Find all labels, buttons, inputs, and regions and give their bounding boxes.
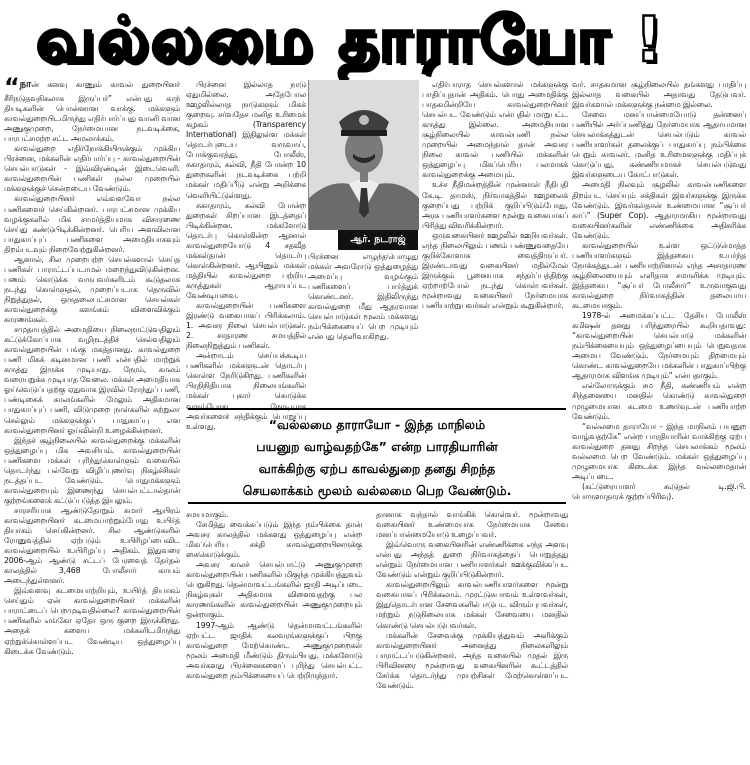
- paragraph: இவ்வளவு கடமையாற்றியும், உயிர்த் தியாகம் செய்தும் ஏன் காவல்துறையினர் மக்களின் பாராட்டைப் பெறமுடிவதில்லை? காவல்துறையின் பணிகளில் எங்கோ ஏதோ ஒரு குறை இருக்கிறது. அதைக் களைய மக்களிடமிருந்து ஏற்றுக்கொள்ளப்பட வேண்டிய ஒத்துழைப்பு கிடைக்க வேண்டும்.: [4, 586, 180, 656]
- paragraph: மக்களின் சேவைக்கு முக்கியத்துவம் அளிக்கும் காவல்துறையினர் அனைத்து நிலைகளிலும் பாராட்டப்படுகின்றனர். அந்த வகையில் முதல் இரு பிரிவினரை மூன்றாவது வகையினரின் கூட்டத்தில் சேர்க்க தொடர்ந்து முயற்சிகள் மேற்கொள்ளப்பட வேண்டும்.: [376, 630, 568, 690]
- photo-side-text: பிரச்னை எழுந்தபொழுது மக்கள் அவரோடு ஒத்துழைத்து அமைப்பு வழங்கும் பணிகளைப் பார்த்துக் கொண்டனர். இதிலிருந்து காவல்துறை மீது ஆதரவான செயல்பாடுகள் மூலம் மக்களது நம்பிக்கையைப் பெற முடியும் என்பது தெளிவாகிறது.: [308, 252, 418, 342]
- pull-quote-line: பயனுற வாழ்வதற்கே” என்ற பாரதியாரின்: [256, 439, 498, 454]
- paragraph: சமுதாயத்தில் அமைதியை நிலைநாட்டுவதிலும் கட்டுக்கோப்பாக வழிநடத்திச் செல்வதிலும் காவல்துறையின் பங்கு மகத்தானது. காவல்துறை பணி மிகக் கடினமான பணி என்பதில் மாற்றுக் கருத்து இருக்க முடியாது. நேரம், காலம் வரையறுக்க முடியாத வேலை. மக்கள் அமைதியாக ஓய்வெடுப்பதற்கு ஏதுவாக இரவில் ரோந்துப் பணி, பண்டிகைக் காலங்களில் மேலும் அதிகமான பாதுகாப்புப் பணி, விடுமுறை நாள்களில் சுற்றுலா செல்லும் மக்களுக்குப் பாதுகாப்பு என காவல்துறையினர் ஓய்வின்றி உழைக்கின்றனர்.: [4, 325, 180, 435]
- paragraph: வர். சாதகமான சூழ்நிலையில் தங்களது பாதிப்பு இல்லாத வகையில் அதாவது தேடுபவர். இவர்களால் மக்களுக்கு நன்மை இல்லை.: [572, 80, 746, 110]
- paragraph: பிரச்னை இல்லாத நாடு ஏதுமில்லை. அதேபோல ஊழலில்லாத நாடுகளும் மிகக் குறைவு. சர்வதேச மனித உரிமைக் கழகம் (Transparency International) இதிலுள்ள மக்கள் தொடர்புடைய வருவாய், போக்குவரத்து, போலீஸ், சுகாதாரம், கல்வி, நீதி போன்ற 10 துறைகளின் நடவடிக்கை பற்றி மக்கள் மதிப்பீடு என்று அறிக்கை வெளியிட்டுள்ளது.: [186, 80, 306, 200]
- paragraph: எதிர்பாராத செயல்களால் மக்களுக்கு பாதிப்புதான் அதிகம். பொது அமைதிக்கு பாதகமின்றியே காவல்துறையினர் செயல்பட வேண்டும் என்பதில் மாறுபட்ட கருத்து இல்லை. அமைதியான சூழ்நிலையில் காவல்பணி நல்ல முறையில் அமைந்தால் தான் அவசர நிலை காவல் பணியில் மக்களின் ஒத்துழைப்பு மிகப்பெரிய பலமாகக் காவல்துறைக்கு அமையும்.: [422, 80, 568, 180]
- paragraph: “வல்லமை தாராயோ - இந்த மாநிலம் பயனுற வாழ்வதற்கே” என்ற பாரதியாரின் வாக்கிற்கு ஏற்ப காவல்துறை தனது சிறந்த செயலாக்கம் மூலம் வல்லமை பெற வேண்டும். மக்கள் ஒத்துழைப்பு முழுமையாக கிடைக்க இந்த வல்லமைதான் அடிப்படை.: [572, 421, 746, 481]
- paragraph: ஆனால், சில முறைபற்ற செயல்களால் செய்த பணிகள் பாராட்டப்படாமல் மறைந்துவிடுகின்றன. பணம் கொடுக்க வருபவர்களிடம் கூடுதலாக நடந்து கொள்ளுதல், முறைப்படாக தெருவில் நிறுத்துதல், ஒருதலைபட்சமான செயல்கள் காவல்துறைக்கு களங்கம் விளைவிக்கும் காரணங்கள்.: [4, 254, 180, 325]
- paragraph: சேமித்து வைக்கப்படும் இந்த நம்பிக்கை தான் அவசர காலத்தில் மக்களது ஒத்துழைப்பு என்ற மிகப்பெரிய சக்தி காவல்துறையினருக்கு கைகொடுக்கும்.: [186, 520, 362, 560]
- paragraph: இந்தச் சூழ்நிலையில் காவல்துறைக்கு மக்களின் ஒத்துழைப்பு மிக அவசியம். காவல்துறையின் பணிகளை மக்கள் புரிந்துகொள்ளும் வகையில் தொடர்ந்து பல்வேறு விழிப்புணர்வு நிகழ்ச்சிகள் நடத்தப்பட வேண்டும். பொதுமக்களும் காவல்துறையும் இணைந்து செயல்பட்டால்தான் குற்றங்களைக் கட்டுப்படுத்த இயலும்.: [4, 435, 180, 505]
- paragraph: அவசர காலச் செயல்பாட்டு அணுகுமுறை காவல்துறையின் பணிகளில் மிகுந்த முக்கியத்துவம் பெறுகிறது. தென்மாவட்டங்களில் ஜாதி அடிப்படை நிகழ்வுகள் அதிகமாக விளைவதற்கு பல காரணங்களில் காவல்துறையின் அணுகுமுறையும் ஒன்றாகும்.: [186, 560, 362, 620]
- paragraph: காவல்துறை எதிர்நோக்கியிருக்கும் முக்கிய பிரச்னை, மக்களின் எதிர்பார்ப்பு - காவல்துறையின் செயல்பாடுகள் - இவ்விரண்டின் இடைவெளி. காவல்துறையின் பணிகள் நல்ல முறையில் மக்களுக்குச் சென்றடைய வேண்டும்.: [4, 144, 180, 194]
- author-note: (கட்டுரையாளர் கூடுதல் டி.ஜி.பி. பொருளாதாரக் குற்றப்பிரிவு).: [572, 481, 746, 501]
- paragraph: ஒருவகையினர் ஊழலில் ஊறியவர்கள். எந்த நிலையிலும் பணம் பண்ணுவதையே குறிக்கோளாக வைத்திருப்பர். இரண்டாவது வகையினர் மதில்மேல் இருக்கும் பூனையாக சந்தர்ப்பத்திற்கு ஏற்றாற்போல் நடந்து கொள்பவர்கள். மூன்றாவது வகையினர் நேர்மையாக பணியாற்றுபவர்கள் என்றும் கூறுகின்றார்.: [422, 230, 568, 311]
- pull-quote-line: செயலாக்கம் மூலம் வல்லமை பெற வேண்டும்.: [242, 483, 512, 498]
- column-4: [572, 80, 746, 764]
- pull-quote-line: “வல்லமை தாராயோ - இந்த மாநிலம்: [268, 417, 486, 432]
- author-photo: [308, 80, 419, 230]
- paragraph: காவல்துறையின் பணிகளை இரண்டு வகையாகப் பிரிக்கலாம். 1. அவசர நிலை செயல்பாடுகள். 2. சாதாரண சமயத்தில் நிலைநிறுத்தும் பணிகள்.: [186, 301, 306, 351]
- column-1: [4, 73, 180, 764]
- paragraph: எல்லோருக்கும் சம நீதி, கண்ணியம் என்ற சிந்தனையை மனதில் கொண்டு காவல்துறை முழுமையான கடமை உணர்வுடன் பணியாற்ற வேண்டும்.: [572, 381, 746, 421]
- paragraph: சமயமாகும்.: [186, 510, 229, 519]
- officer-portrait-icon: [309, 80, 419, 230]
- column-3-bottom: [376, 510, 568, 764]
- column-3-top: [422, 80, 568, 400]
- paragraph: உச்ச நீதிமன்றத்தின் முன்னாள் நீதிபதி கே.டி. தாமஸ், நிர்வாகத்தில் ஊழலைக் குறைப்பது பற்றிக் குறிப்பிடும்போது, அரசு பணியாளர்களை மூன்று வகையாகப் பிரித்து விவரிக்கின்றார்.: [422, 180, 568, 230]
- photo-caption: ஆர். நடராஜ்: [338, 230, 418, 250]
- paragraph: சேவை மனப்பான்மையோடு தன்னைப் பணியில் அர்ப்பணித்து நேர்மையாக ஆதாயமான செயலாக்கத்துடன் செயல்படும் காவல் பணியாளர்கள் தலைக்குப் பாதுகாப்பு நம்பிக்கை பெறும் காவலர். மனித உரிமைகளுக்கு மதிப்புக் கொடுப்பது, கண்ணியமாகச் செயல்படுவது இவர்களுடைய கோட்பாடுகள்.: [572, 110, 746, 180]
- paragraph: 1997-ஆம் ஆண்டு தென்மாவட்டங்களில் ஏற்பட்ட ஜாதிக் கலவரங்களுக்குப் பிறகு காவல்துறை மேற்கொண்ட அணுகுமுறைகள் மூலம் அமைதி மீண்டும் திரும்பியது. மக்களோடு அவர்களது பிரச்னைகளைப் புரிந்து செயல்பட்ட காவல்துறை நம்பிக்கையைப் பெற்றிருந்தார்.: [186, 620, 362, 680]
- paragraph: அமைதி நிலவும் சூழலில் காவல்பணிகளை திறம்பட செய்யும் சக்திகள் இவர்களுக்கு இருக்க வேண்டும். இவர்கள்தான் உண்மையான “சூப்பர் காப்” (Super Cop). ஆதாரமாகிய மூன்றாவது வகையினர்களின் எண்ணிக்கை அதிகரிக்க வேண்டும்.: [572, 180, 746, 240]
- paragraph: ன் கனவு காணும் காவல் துறையினர் சீரிநடுதவநிகலாக இருப்பர்” என்பது காந் தியடிகளின் பொன்னான வாக்கு. மக்களும் காவல்துறையிடமிருந்து எதிர்பார்ப்பது வானி வான அணுகுமுறை, நேர்மையான நடவடிக்கை, பாரபட்சமற்ற சட்ட அமலாக்கம்.: [4, 80, 180, 144]
- paragraph: காவல்துறையிலும் காவல்பணியாளர்களை மூன்று வகையாகப் பிரிக்கலாம். முரட்டுசுபாவம் உள்ளவர்கள், இதுதொடர்பான சேவைகளில் ஈடுபட விரும்புபவர்கள், மற்றும் நடுநிலையாக மக்கள் சேவையை மனதில் கொண்டு செயல்படுபவர்கள்.: [376, 580, 568, 630]
- paragraph: 1978-ல் அமைக்கப்பட்ட தேசிய போலீஸ் கமிஷன் தனது பரிந்துரையில் கூறியதாவது: “காவல்துறையின் செயல்பாடு மக்களின் நம்பிக்கையையும் ஒத்துழைப்பையும் பெறுவதாக அமைய வேண்டும். நேர்மையும் திறமையும் கொண்ட காவல்துறையே மக்களின் பாதுகாப்பிற்கு ஆதாரமாக விளங்க முடியும்” என்பதாகும்.: [572, 311, 746, 381]
- paragraph: சுகாதாரம், கல்வி போன்ற துறைகள் சிறப்பான இடத்தைப் பிடிக்கின்றன. மக்களோடு தொடர்பு கொள்கின்ற ஆனால் காவல்துறையோடு 4 சதவீத மக்கள்தான் தொடர்பு கொள்கின்றனர். ஆயினும் மக்கள் மத்தியில் காவல்துறை பற்றிய கருத்துகள் ஆராயப்பட வேண்டியவை.: [186, 200, 306, 300]
- pull-quote-line: வாக்கிற்கு ஏற்ப காவல்துறை தனது சிறந்த: [258, 461, 496, 476]
- pull-quote: [188, 408, 566, 504]
- paragraph: காவல்துறையில் உள்ள ஒட்டுமொத்த பணியாளர்களும் இத்தகைய உயர்ந்த நோக்கத்துடன் பணியாற்றினால் எந்த அசாதாரண சூழ்நிலையையும் எளிதாக சமாளிக்க முடியும். இத்தகைய “சூப்பர் போலீசார்” உருவாகுவது காவல்துறை நிர்வாகத்தின் தலையாய கடமையாகும்.: [572, 240, 746, 311]
- opening-quote-mark: “: [4, 73, 20, 101]
- lead-word: நா: [19, 79, 32, 90]
- paragraph: இவ்வொரு வகையினரின் எண்ணிக்கை எந்த அளவு என்பது அந்தத் துறை நிர்வாகத்தைப் பொறுத்தது என்றும் நேர்மையான பணியாளர்கள் ஊக்குவிக்கப்பட வேண்டும் என்றும் குறிப்பிடுகின்றார்.: [376, 540, 568, 580]
- column-2-top: [186, 80, 306, 431]
- column-2-bottom: [186, 510, 362, 764]
- paragraph: தானாக வந்தால் வாங்கிக் கொள்வர். மூன்றாவது வகையினர் உண்மையாக நேர்மையாக சேவை மனப்பான்மையோடு உழைப்பவர்.: [376, 510, 568, 540]
- paragraph: சாரசரியாக ஆண்டுதோறும் சுமார் ஆயிரம் காவல்துறையினர் கடமையாற்றும்போது உயிர்த் தியாகம் செய்கின்றனர். சில ஆண்டுகளில் ரோனுவத்தில் ஏற்படும் உயிரிழப்பைவிட காவல்துறையில் உயிரிழப்பு அதிகம். இதுவரை 2006-ஆம் ஆண்டு சட்டப் பேரவைத் தேர்தல் காலத்தில் 3,468 போலீசார் காயம் அடைந்துள்ளனர்.: [4, 505, 180, 586]
- paragraph: அன்றாடம் செய்யக்கூடிய பணிகளில் மக்களுடன் தொடர்பு கொள்ள நேரிடுகிறது. பணிகளின் பிரதிநிதியாக நிலையங்களில் மக்கள் புகார் கொடுக்க வரும்போது நேரடியாக அவர்களைச் சந்திக்கும் பொறுப்பு உள்ளது.: [186, 351, 306, 431]
- paragraph: காவல்துறையினர் எவ்வளவோ நல்ல பணிகளைச் செய்கின்றனர். பாரபட்சமான முக்கிய வழக்குகளில் மிக சாமர்த்தியமாக விசாரணை செய்து கண்டுபிடிக்கின்றனர். பெரிய அளவிலான பாதுகாப்புப் பணிகளை அமைதியாகவும் திறம்படவும் நிறைவேற்றுகின்றனர்.: [4, 194, 180, 254]
- headline: வல்லமை தாராயோ !: [36, 3, 666, 76]
